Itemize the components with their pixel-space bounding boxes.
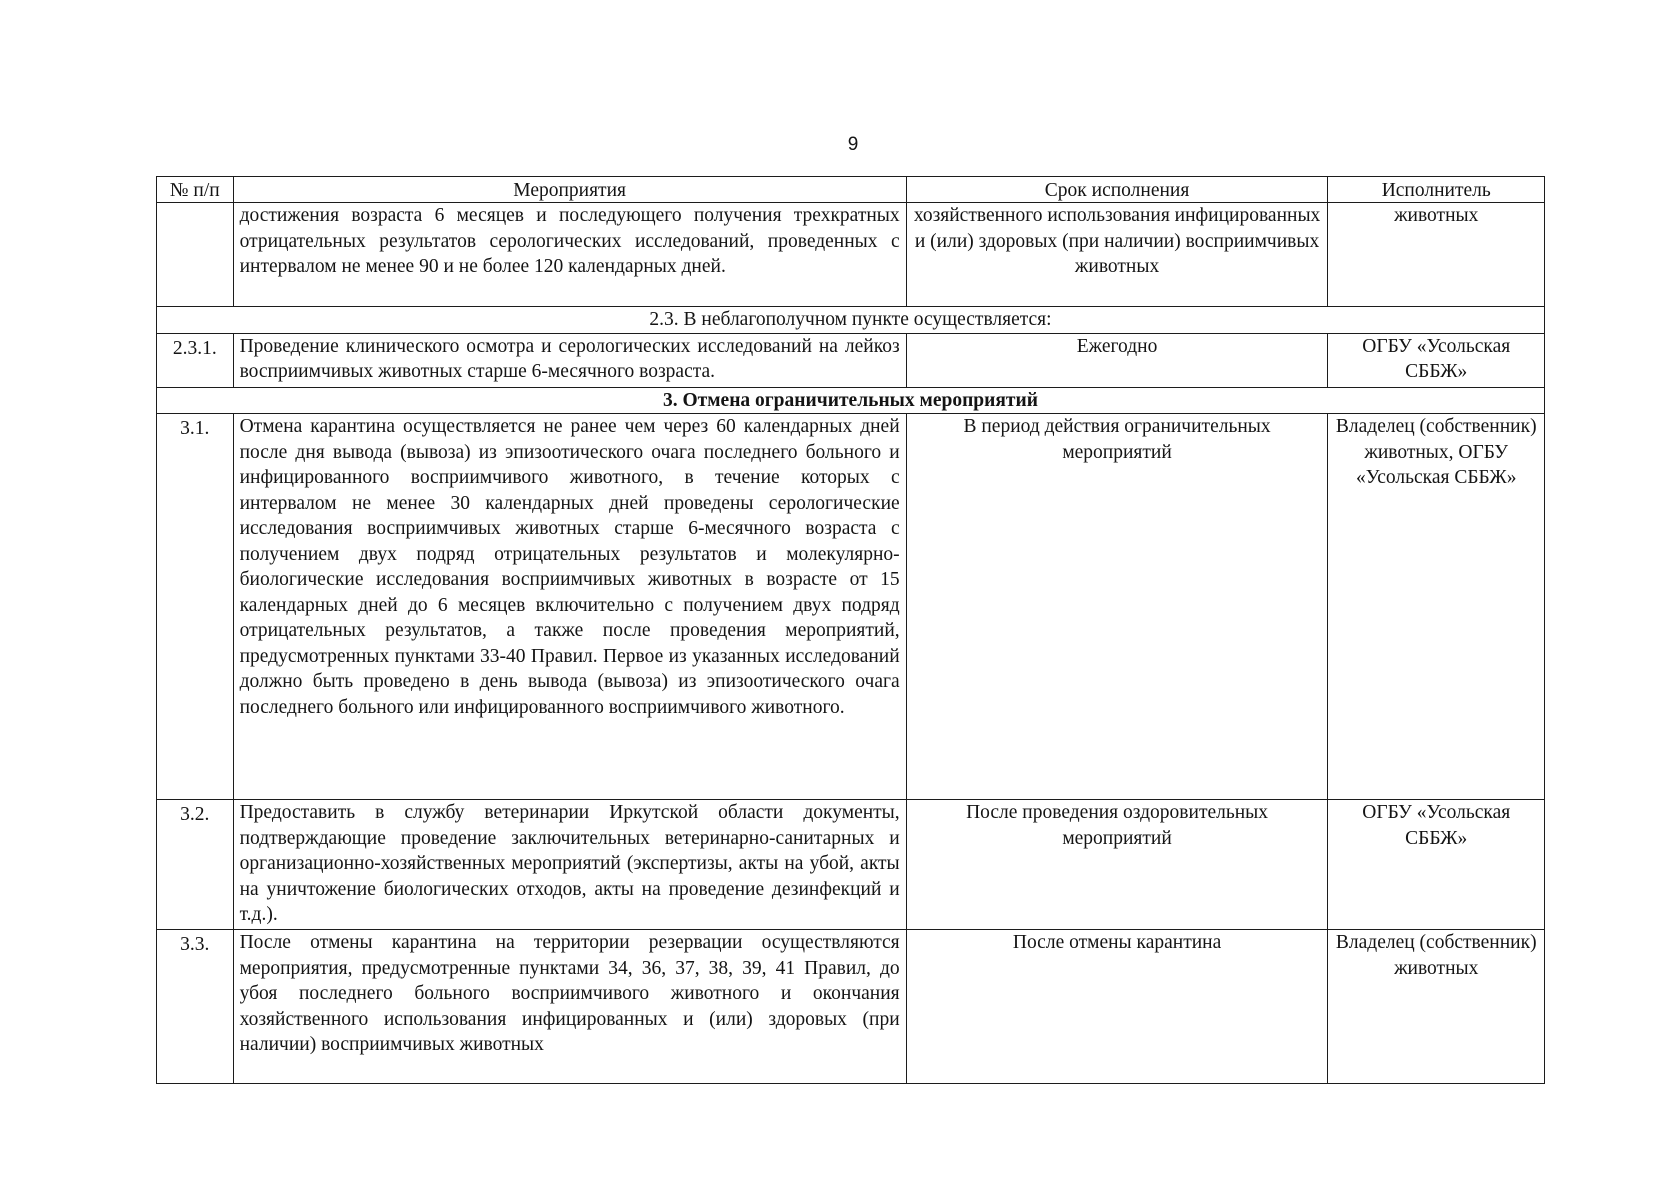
cell-number: 3.3. xyxy=(157,930,234,1084)
header-term: Срок исполнения xyxy=(906,177,1328,203)
cell-activity: После отмены карантина на территории резервации осуществляются мероприятия, предусмотренные пунктами 34, 36, 37, 38, 39, 41 Правил, до убоя последнего больного восприимчивого животного и окончания хозяйственного использования инфицированных и (или) здоровых (при наличии) восприимчивых животных xyxy=(233,930,906,1084)
header-activities: Мероприятия xyxy=(233,177,906,203)
table-row-2-3-1 xyxy=(157,333,1545,387)
section-row-3 xyxy=(157,387,1545,414)
cell-term: В период действия ограничительных мероприятий xyxy=(906,414,1328,800)
cell-term: хозяйственного использования инфицированных и (или) здоровых (при наличии) восприимчивых животных xyxy=(906,203,1328,307)
section-row-2-3 xyxy=(157,307,1545,334)
cell-term: Ежегодно xyxy=(906,333,1328,387)
section-heading-2-3: 2.3. В неблагополучном пункте осуществляется: xyxy=(157,307,1545,334)
table-row-continuation xyxy=(157,203,1545,307)
cell-executor: Владелец (собственник) животных, ОГБУ «Усольская СББЖ» xyxy=(1328,414,1545,800)
cell-term: После отмены карантина xyxy=(906,930,1328,1084)
cell-executor: ОГБУ «Усольская СББЖ» xyxy=(1328,800,1545,930)
cell-activity: Отмена карантина осуществляется не ранее чем через 60 календарных дней после дня вывода (вывоза) из эпизоотического очага последнего больного и инфицированного восприимчивого животного, в течение которых с интервалом не менее 30 календарных дней проведены серологические исследования восприимчивых животных старше 6-месячного возраста с получением двух подряд отрицательных результатов и молекулярно-биологические исследования восприимчивых животных в возрасте от 15 календарных дней до 6 месяцев включительно с получением двух подряд отрицательных результатов, а также после проведения мероприятий, предусмотренных пунктами 33-40 Правил. Первое из указанных исследований должно быть проведено в день вывода (вывоза) из эпизоотического очага последнего больного или инфицированного восприимчивого животного. xyxy=(233,414,906,800)
section-heading-3: 3. Отмена ограничительных мероприятий xyxy=(157,387,1545,414)
table-row-3-3 xyxy=(157,930,1545,1084)
measures-table xyxy=(156,176,1545,1084)
cell-activity: Проведение клинического осмотра и серологических исследований на лейкоз восприимчивых животных старше 6-месячного возраста. xyxy=(233,333,906,387)
header-number: № п/п xyxy=(157,177,234,203)
table-row-3-1 xyxy=(157,414,1545,800)
cell-executor: животных xyxy=(1328,203,1545,307)
cell-number: 3.1. xyxy=(157,414,234,800)
table-header-row xyxy=(157,177,1545,203)
cell-executor: ОГБУ «Усольская СББЖ» xyxy=(1328,333,1545,387)
cell-number: 2.3.1. xyxy=(157,333,234,387)
cell-term: После проведения оздоровительных мероприятий xyxy=(906,800,1328,930)
cell-activity: Предоставить в службу ветеринарии Иркутской области документы, подтверждающие проведение заключительных ветеринарно-санитарных и организационно-хозяйственных мероприятий (экспертизы, акты на убой, акты на уничтожение биологических отходов, акты на проведение дезинфекций и т.д.). xyxy=(233,800,906,930)
cell-number-empty xyxy=(157,203,234,307)
page-number: 9 xyxy=(847,134,859,155)
header-executor: Исполнитель xyxy=(1328,177,1545,203)
cell-activity: достижения возраста 6 месяцев и последующего получения трехкратных отрицательных результатов серологических исследований, проведенных с интервалом не менее 90 и не более 120 календарных дней. xyxy=(233,203,906,307)
table-row-3-2 xyxy=(157,800,1545,930)
cell-executor: Владелец (собственник) животных xyxy=(1328,930,1545,1084)
cell-number: 3.2. xyxy=(157,800,234,930)
